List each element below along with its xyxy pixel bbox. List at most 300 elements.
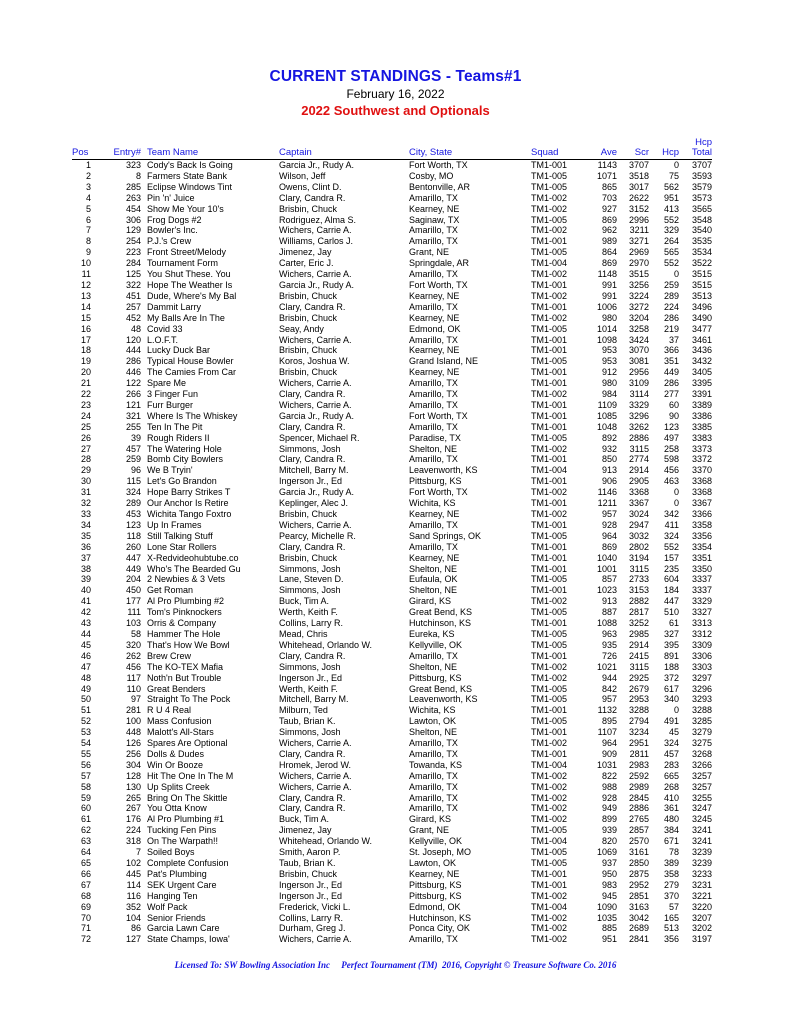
cell-captain: Frederick, Vicki L.	[279, 901, 351, 912]
cell-pos: 70	[80, 912, 91, 923]
cell-hcp: 329	[663, 225, 679, 236]
cell-entry: 176	[125, 814, 141, 825]
cell-pos: 47	[80, 661, 91, 672]
cell-hcp-total: 3386	[691, 410, 712, 421]
cell-team: Orris & Company	[147, 618, 217, 629]
cell-pos: 69	[80, 901, 91, 912]
cell-team: Pat's Plumbing	[147, 868, 207, 879]
cell-hcp-total: 3257	[691, 781, 712, 792]
cell-hcp-total: 3579	[691, 181, 712, 192]
cell-hcp-total: 3515	[691, 279, 712, 290]
cell-squad: TM1-005	[531, 247, 568, 258]
cell-captain: Wilson, Jeff	[279, 170, 326, 181]
cell-ave: 1090	[596, 901, 617, 912]
cell-ave: 991	[601, 290, 617, 301]
cell-hcp-total: 3255	[691, 792, 712, 803]
cell-hcp: 457	[663, 748, 679, 759]
cell-scr: 3288	[628, 705, 649, 716]
cell-squad: TM1-005	[531, 847, 568, 858]
cell-captain: Brisbin, Chuck	[279, 290, 338, 301]
cell-city: Girard, KS	[409, 596, 452, 607]
cell-team: Spare Me	[147, 378, 187, 389]
cell-hcp-total: 3221	[691, 890, 712, 901]
cell-hcp-total: 3337	[691, 574, 712, 585]
cell-team: We B Tryin'	[147, 465, 193, 476]
cell-scr: 2841	[628, 934, 649, 945]
cell-squad: TM1-001	[531, 498, 568, 509]
cell-captain: Carter, Eric J.	[279, 258, 334, 269]
cell-scr: 3032	[628, 530, 649, 541]
cell-squad: TM1-002	[531, 672, 568, 683]
cell-pos: 4	[85, 192, 91, 203]
cell-scr: 3252	[628, 618, 649, 629]
cell-hcp: 604	[663, 574, 679, 585]
cell-team: You Otta Know	[147, 803, 207, 814]
cell-ave: 1006	[596, 301, 617, 312]
cell-scr: 2925	[628, 672, 649, 683]
table-row	[72, 858, 712, 869]
cell-squad: TM1-002	[531, 738, 568, 749]
cell-pos: 62	[80, 825, 91, 836]
cell-team: Ten In The Pit	[147, 421, 203, 432]
cell-squad: TM1-001	[531, 399, 568, 410]
cell-city: Paradise, TX	[409, 432, 461, 443]
cell-city: Edmond, OK	[409, 323, 461, 334]
cell-team: SEK Urgent Care	[147, 879, 217, 890]
cell-entry: 125	[125, 269, 141, 280]
cell-squad: TM1-002	[531, 781, 568, 792]
cell-hcp: 224	[663, 301, 679, 312]
cell-entry: 304	[125, 759, 141, 770]
table-row	[72, 662, 712, 673]
cell-ave: 850	[601, 454, 617, 465]
cell-scr: 2802	[628, 541, 649, 552]
table-row	[72, 651, 712, 662]
cell-entry: 127	[125, 934, 141, 945]
cell-hcp: 951	[663, 192, 679, 203]
cell-team: Dude, Where's My Bal	[147, 290, 237, 301]
cell-squad: TM1-001	[531, 236, 568, 247]
cell-hcp-total: 3368	[691, 476, 712, 487]
cell-pos: 7	[85, 225, 91, 236]
cell-pos: 25	[80, 421, 91, 432]
cell-scr: 3296	[628, 410, 649, 421]
cell-captain: Milburn, Ted	[279, 705, 328, 716]
cell-entry: 321	[125, 410, 141, 421]
col-header-pos: Pos	[72, 138, 99, 160]
cell-pos: 8	[85, 236, 91, 247]
cell-team: Soiled Boys	[147, 847, 195, 858]
cell-pos: 30	[80, 476, 91, 487]
cell-hcp-total: 3367	[691, 498, 712, 509]
cell-ave: 820	[601, 836, 617, 847]
cell-squad: TM1-005	[531, 639, 568, 650]
cell-entry: 122	[125, 378, 141, 389]
cell-scr: 2415	[628, 650, 649, 661]
cell-squad: TM1-005	[531, 858, 568, 868]
cell-team: P.J.'s Crew	[147, 236, 192, 247]
cell-ave: 1148	[597, 269, 617, 280]
cell-scr: 3224	[628, 290, 649, 301]
cell-city: Kearney, NE	[409, 868, 460, 879]
cell-hcp: 361	[663, 803, 679, 814]
cell-city: Cosby, MO	[409, 170, 454, 181]
cell-squad: TM1-005	[531, 628, 568, 639]
cell-ave: 937	[601, 858, 617, 868]
table-row	[72, 411, 712, 422]
cell-hcp-total: 3461	[691, 334, 712, 345]
cell-squad: TM1-002	[531, 509, 568, 519]
cell-captain: Wichers, Carrie A.	[279, 738, 352, 749]
cell-team: Still Talking Stuff	[147, 530, 213, 541]
cell-city: Sand Springs, OK	[409, 530, 482, 541]
cell-team: Great Benders	[147, 683, 206, 694]
cell-entry: 116	[126, 890, 141, 901]
tournament-subtitle: 2022 Southwest and Optionals	[301, 103, 490, 118]
cell-squad: TM1-005	[531, 694, 568, 705]
cell-entry: 453	[125, 509, 141, 519]
cell-hcp: 165	[663, 912, 679, 923]
cell-city: Kearney, NE	[409, 290, 460, 301]
cell-pos: 71	[80, 923, 91, 934]
cell-scr: 2774	[628, 454, 649, 465]
table-row	[72, 215, 712, 226]
table-row	[72, 542, 712, 553]
cell-team: Rough Riders II	[147, 432, 210, 443]
cell-team: R U 4 Real	[147, 705, 192, 716]
cell-hcp-total: 3329	[691, 596, 712, 607]
cell-team: Furr Burger	[147, 399, 194, 410]
cell-entry: 48	[130, 323, 141, 334]
table-row	[72, 825, 712, 836]
cell-city: Edmond, OK	[409, 901, 461, 912]
cell-captain: Rodriguez, Alma S.	[279, 214, 357, 225]
cell-ave: 1088	[596, 618, 617, 629]
cell-pos: 42	[80, 607, 91, 618]
cell-captain: Clary, Candra R.	[279, 192, 346, 203]
cell-hcp: 75	[668, 170, 679, 181]
cell-hcp-total: 3513	[691, 290, 712, 301]
cell-entry: 177	[125, 596, 141, 607]
cell-ave: 913	[601, 596, 617, 607]
cell-entry: 454	[125, 203, 141, 214]
cell-captain: Simmons, Josh	[279, 443, 341, 454]
cell-hcp: 61	[668, 618, 679, 629]
cell-hcp-total: 3296	[691, 683, 712, 694]
cell-scr: 2989	[628, 781, 649, 792]
cell-hcp: 57	[668, 901, 679, 912]
table-row	[72, 465, 712, 476]
table-row	[72, 378, 712, 389]
cell-entry: 121	[125, 399, 141, 410]
cell-hcp-total: 3573	[691, 192, 712, 203]
cell-captain: Ingerson Jr., Ed	[279, 476, 343, 487]
cell-city: Lawton, OK	[409, 716, 457, 727]
cell-pos: 27	[80, 443, 91, 454]
cell-squad: TM1-002	[531, 203, 568, 214]
cell-entry: 110	[126, 683, 141, 694]
cell-entry: 267	[125, 803, 141, 814]
cell-city: Wichita, KS	[409, 705, 456, 716]
cell-team: Get Roman	[147, 585, 194, 596]
cell-hcp-total: 3309	[691, 639, 712, 650]
cell-squad: TM1-001	[531, 378, 568, 389]
cell-hcp-total: 3395	[691, 378, 712, 389]
cell-team: L.O.F.T.	[147, 334, 179, 345]
cell-hcp: 366	[663, 345, 679, 356]
cell-city: Grand Island, NE	[409, 356, 479, 367]
cell-hcp: 268	[663, 781, 679, 792]
cell-hcp: 90	[668, 410, 679, 421]
cell-ave: 1021	[596, 661, 617, 672]
cell-city: Springdale, AR	[409, 258, 470, 269]
cell-scr: 2794	[628, 716, 649, 727]
cell-captain: Brisbin, Chuck	[279, 868, 338, 879]
cell-team: Complete Confusion	[147, 858, 229, 868]
cell-ave: 957	[601, 694, 617, 705]
cell-hcp: 665	[663, 770, 679, 781]
cell-pos: 36	[80, 541, 91, 552]
cell-ave: 953	[601, 356, 617, 367]
cell-pos: 17	[80, 334, 91, 345]
cell-hcp-total: 3383	[691, 432, 712, 443]
table-row	[72, 553, 712, 564]
cell-squad: TM1-001	[531, 585, 568, 596]
cell-hcp: 184	[663, 585, 679, 596]
cell-squad: TM1-001	[531, 727, 568, 738]
cell-pos: 31	[80, 487, 91, 498]
cell-captain: Taub, Brian K.	[279, 716, 336, 727]
cell-hcp-total: 3312	[691, 628, 712, 639]
cell-captain: Williams, Carlos J.	[279, 236, 354, 247]
table-row	[72, 694, 712, 705]
cell-ave: 980	[601, 378, 617, 389]
cell-entry: 451	[125, 290, 141, 301]
cell-city: Grant, NE	[409, 247, 450, 258]
table-row	[72, 640, 712, 651]
cell-entry: 114	[126, 879, 141, 890]
cell-captain: Clary, Candra R.	[279, 541, 346, 552]
cell-pos: 21	[80, 378, 91, 389]
cell-ave: 950	[601, 868, 617, 879]
cell-city: Amarillo, TX	[409, 541, 458, 552]
cell-hcp-total: 3266	[691, 759, 712, 770]
cell-ave: 1048	[596, 421, 617, 432]
cell-hcp: 562	[663, 181, 679, 192]
cell-ave: 951	[601, 934, 617, 945]
cell-ave: 1001	[596, 563, 617, 574]
cell-hcp-total: 3496	[691, 301, 712, 312]
cell-scr: 3115	[629, 563, 649, 574]
cell-captain: Wichers, Carrie A.	[279, 934, 352, 945]
cell-scr: 3707	[628, 160, 649, 170]
cell-captain: Buck, Tim A.	[279, 814, 330, 825]
table-row	[72, 716, 712, 727]
cell-squad: TM1-001	[531, 748, 568, 759]
cell-city: Amarillo, TX	[409, 378, 458, 389]
cell-hcp: 157	[663, 552, 679, 563]
cell-scr: 2689	[628, 923, 649, 934]
table-row	[72, 269, 712, 280]
table-row	[72, 324, 712, 335]
cell-city: Shelton, NE	[409, 661, 458, 672]
cell-squad: TM1-002	[531, 661, 568, 672]
cell-ave: 822	[601, 770, 617, 781]
cell-ave: 935	[601, 639, 617, 650]
standings-table	[72, 138, 712, 945]
cell-scr: 2983	[628, 759, 649, 770]
cell-captain: Ingerson Jr., Ed	[279, 672, 343, 683]
cell-scr: 2765	[628, 814, 649, 825]
cell-city: Shelton, NE	[409, 443, 458, 454]
table-row	[72, 280, 712, 291]
cell-captain: Brisbin, Chuck	[279, 367, 338, 378]
cell-entry: 97	[130, 694, 141, 705]
cell-captain: Werth, Keith F.	[279, 607, 338, 618]
cell-city: Amarillo, TX	[409, 269, 458, 280]
cell-team: The Watering Hole	[147, 443, 222, 454]
cell-pos: 14	[80, 301, 91, 312]
cell-hcp: 565	[663, 247, 679, 258]
cell-hcp-total: 3477	[691, 323, 712, 334]
cell-city: Pittsburg, KS	[409, 890, 462, 901]
cell-captain: Wichers, Carrie A.	[279, 519, 352, 530]
cell-scr: 3329	[628, 399, 649, 410]
cell-hcp-total: 3358	[691, 519, 712, 530]
cell-city: Amarillo, TX	[409, 748, 458, 759]
table-row	[72, 782, 712, 793]
cell-captain: Wichers, Carrie A.	[279, 399, 352, 410]
cell-pos: 72	[80, 934, 91, 945]
cell-scr: 2733	[628, 574, 649, 585]
cell-hcp-total: 3534	[691, 247, 712, 258]
cell-captain: Clary, Candra R.	[279, 803, 346, 814]
cell-squad: TM1-005	[531, 530, 568, 541]
cell-captain: Jimenez, Jay	[279, 825, 332, 836]
cell-pos: 22	[80, 389, 91, 400]
cell-pos: 52	[80, 716, 91, 727]
cell-squad: TM1-002	[531, 269, 568, 280]
cell-squad: TM1-002	[531, 770, 568, 781]
cell-entry: 224	[125, 825, 141, 836]
cell-pos: 43	[80, 618, 91, 629]
cell-hcp: 289	[663, 290, 679, 301]
cell-entry: 103	[125, 618, 141, 629]
cell-hcp-total: 3490	[691, 312, 712, 323]
cell-hcp-total: 3241	[691, 825, 712, 836]
cell-hcp-total: 3370	[691, 465, 712, 476]
table-row	[72, 302, 712, 313]
cell-captain: Owens, Clint D.	[279, 181, 342, 192]
cell-pos: 58	[80, 781, 91, 792]
cell-hcp: 513	[663, 923, 679, 934]
cell-ave: 1132	[597, 705, 617, 716]
cell-hcp: 671	[663, 836, 679, 847]
cell-hcp-total: 3405	[691, 367, 712, 378]
cell-hcp-total: 3257	[691, 770, 712, 781]
cell-ave: 906	[601, 476, 617, 487]
cell-hcp-total: 3202	[691, 923, 712, 934]
cell-team: Tom's Pinknockers	[147, 607, 222, 618]
cell-city: Pittsburg, KS	[409, 476, 462, 487]
cell-entry: 324	[125, 487, 141, 498]
cell-city: Amarillo, TX	[409, 421, 458, 432]
table-row	[72, 160, 712, 171]
cell-scr: 2811	[629, 748, 649, 759]
cell-ave: 927	[601, 203, 617, 214]
cell-scr: 2857	[628, 825, 649, 836]
cell-captain: Ingerson Jr., Ed	[279, 879, 343, 890]
cell-ave: 963	[601, 628, 617, 639]
cell-hcp: 491	[663, 716, 679, 727]
cell-hcp: 0	[673, 498, 679, 509]
cell-ave: 865	[601, 181, 617, 192]
cell-scr: 2679	[628, 683, 649, 694]
cell-scr: 3271	[628, 236, 649, 247]
cell-team: Show Me Your 10's	[147, 203, 224, 214]
cell-captain: Lane, Steven D.	[279, 574, 344, 585]
cell-hcp: 356	[663, 934, 679, 945]
table-row	[72, 498, 712, 509]
cell-squad: TM1-002	[531, 225, 568, 236]
cell-hcp: 0	[673, 160, 679, 170]
cell-squad: TM1-005	[531, 683, 568, 694]
cell-pos: 68	[80, 890, 91, 901]
cell-squad: TM1-001	[531, 160, 568, 170]
cell-pos: 23	[80, 399, 91, 410]
table-row	[72, 509, 712, 520]
cell-hcp-total: 3288	[691, 705, 712, 716]
cell-ave: 945	[601, 890, 617, 901]
cell-scr: 2970	[628, 258, 649, 269]
cell-pos: 45	[80, 639, 91, 650]
cell-city: Amarillo, TX	[409, 803, 458, 814]
cell-scr: 2914	[628, 639, 649, 650]
cell-hcp: 123	[663, 421, 679, 432]
cell-captain: Ingerson Jr., Ed	[279, 890, 343, 901]
cell-hcp: 279	[663, 879, 679, 890]
cell-captain: Wichers, Carrie A.	[279, 334, 352, 345]
cell-captain: Jimenez, Jay	[279, 247, 332, 258]
table-row	[72, 836, 712, 847]
cell-city: Bentonville, AR	[409, 181, 471, 192]
cell-squad: TM1-002	[531, 890, 568, 901]
table-row	[72, 335, 712, 346]
table-row	[72, 673, 712, 684]
table-row	[72, 356, 712, 367]
cell-captain: Garcia Jr., Rudy A.	[279, 279, 355, 290]
cell-captain: Koros, Joshua W.	[279, 356, 350, 367]
cell-hcp-total: 3233	[691, 868, 712, 879]
cell-captain: Brisbin, Chuck	[279, 203, 338, 214]
cell-hcp: 286	[663, 312, 679, 323]
cell-pos: 28	[80, 454, 91, 465]
cell-entry: 263	[125, 192, 141, 203]
cell-entry: 126	[125, 738, 141, 749]
cell-hcp: 384	[663, 825, 679, 836]
cell-squad: TM1-005	[531, 170, 568, 181]
cell-ave: 928	[601, 519, 617, 530]
cell-hcp-total: 3297	[691, 672, 712, 683]
cell-city: Fort Worth, TX	[409, 160, 468, 170]
cell-hcp: 463	[663, 476, 679, 487]
cell-entry: 320	[125, 639, 141, 650]
cell-team: The Camies From Car	[147, 367, 237, 378]
cell-squad: TM1-001	[531, 618, 568, 629]
cell-scr: 2952	[628, 879, 649, 890]
cell-pos: 18	[80, 345, 91, 356]
cell-ave: 842	[601, 683, 617, 694]
